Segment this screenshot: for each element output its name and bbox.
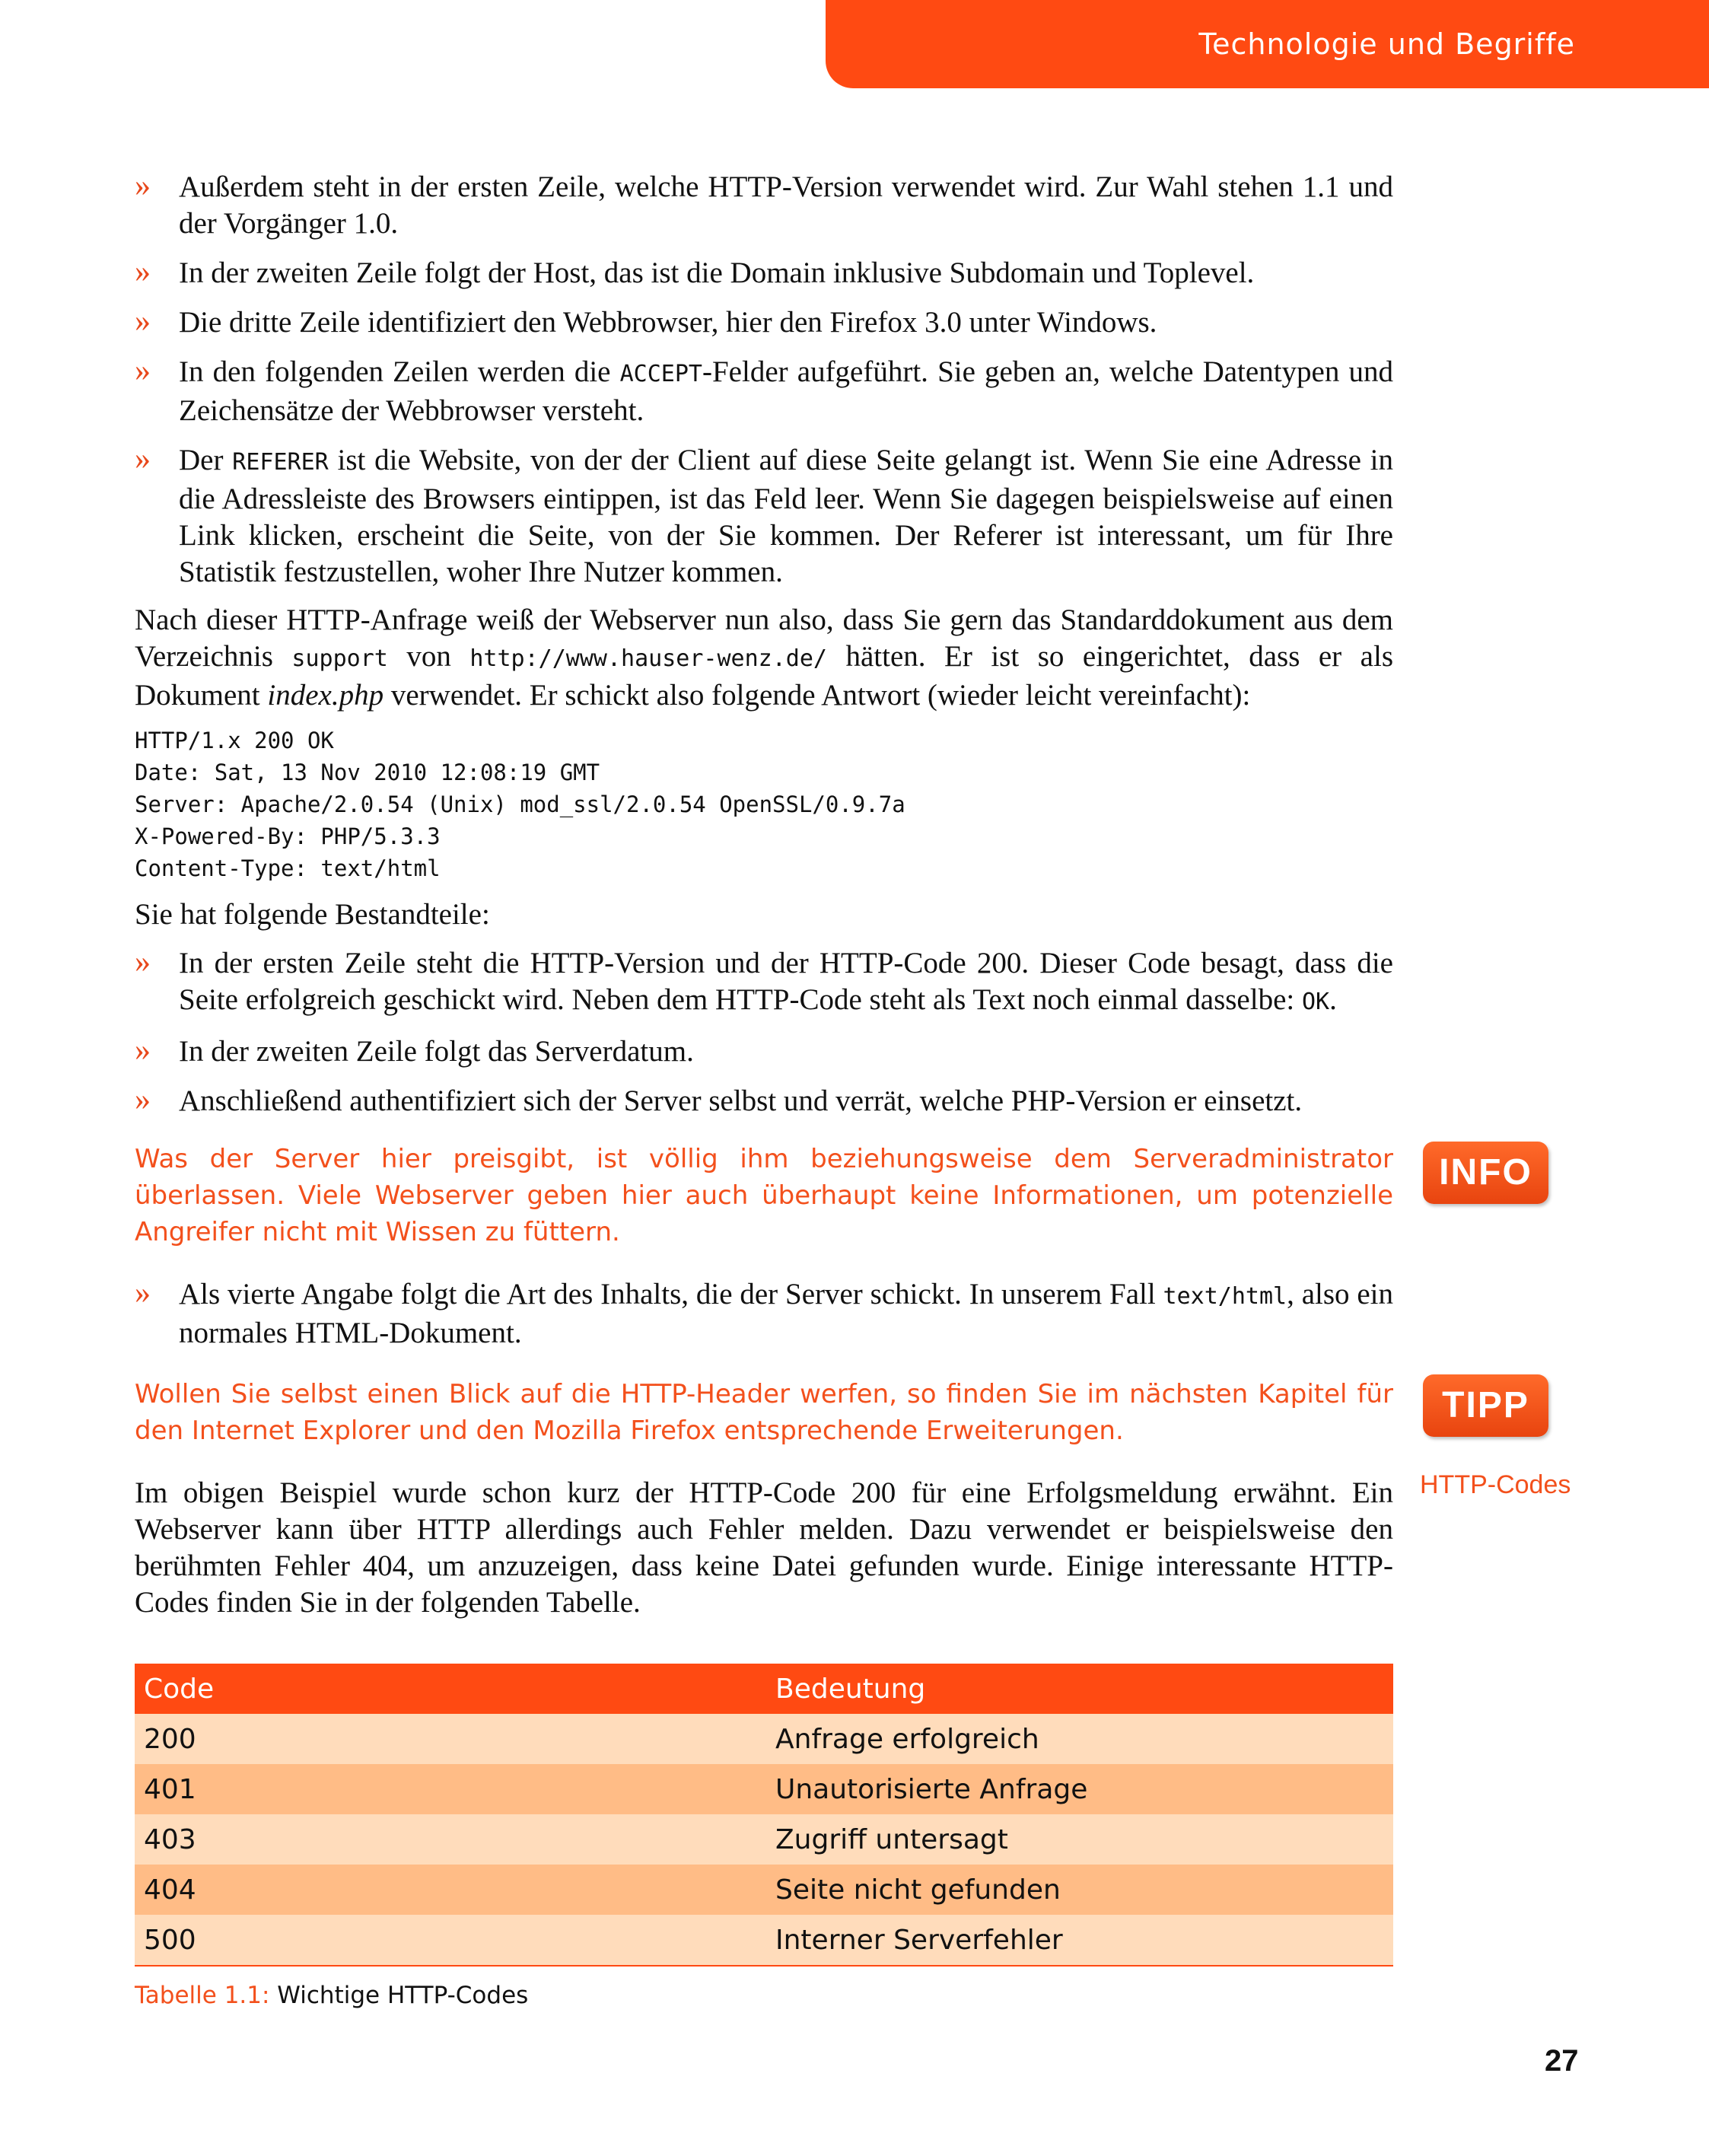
list-item: » In der ersten Zeile steht die HTTP-Version und der HTTP-Code 200. Dieser Code besagt, dass die Seite erfolgreich geschickt wird. Neben dem HTTP-Code steht als Text noch einmal dasselbe: OK. bbox=[135, 944, 1393, 1016]
bullet-icon: » bbox=[135, 168, 151, 203]
table-row: 200 Anfrage erfolgreich bbox=[135, 1714, 1393, 1764]
table-row: 403 Zugriff untersagt bbox=[135, 1814, 1393, 1865]
bullet-icon: » bbox=[135, 1082, 151, 1117]
bullet-list-1 bbox=[135, 169, 1393, 591]
bullet-icon: » bbox=[135, 304, 151, 339]
table-header-bedeutung: Bedeutung bbox=[766, 1664, 1393, 1714]
inline-code: REFERER bbox=[232, 449, 329, 476]
list-item: » Die dritte Zeile identifiziert den Webbrowser, hier den Firefox 3.0 unter Windows. bbox=[135, 304, 1157, 339]
page-content bbox=[135, 169, 1393, 2009]
table-row: 404 Seite nicht gefunden bbox=[135, 1865, 1393, 1915]
bullet-list-2 bbox=[135, 945, 1393, 1119]
bullet-icon: » bbox=[135, 1033, 151, 1068]
page-number: 27 bbox=[1545, 2044, 1579, 2078]
bullet-icon: » bbox=[135, 1275, 151, 1310]
paragraph-http-codes: Im obigen Beispiel wurde schon kurz der HTTP-Code 200 für eine Erfolgsmeldung erwähnt. Ein Webserver kann über HTTP allerdings auch Fehler melden. Dazu verwendet er beispielsweise den berühmten Fehler 404, um anzuzeigen, dass keine Datei gefunden wurde. Einige interessante HTTP-Codes finden Sie in der folgenden Tabelle. bbox=[135, 1476, 1393, 1619]
code-block: HTTP/1.x 200 OK Date: Sat, 13 Nov 2010 12:08:19 GMT Server: Apache/2.0.54 (Unix) mod_ssl/2.0.54 OpenSSL/0.9.7a X-Powered-By: PHP/5.3.3 Content-Type: text/html bbox=[135, 728, 905, 881]
table-row: 500 Interner Serverfehler bbox=[135, 1915, 1393, 1966]
bullet-icon: » bbox=[135, 944, 151, 979]
list-item: » In den folgenden Zeilen werden die ACCEPT-Felder aufgeführt. Sie geben an, welche Datentypen und Zeichensätze der Webbrowser versteht. bbox=[135, 353, 1393, 427]
list-item: » In der zweiten Zeile folgt der Host, das ist die Domain inklusive Subdomain und Toplevel. bbox=[135, 254, 1255, 289]
bullet-icon: » bbox=[135, 353, 151, 388]
info-note: Was der Server hier preisgibt, ist völlig ihm beziehungsweise dem Serveradministrator überlassen. Viele Webserver geben hier auch überhaupt keine Informationen, um potenzielle Angreifer nicht mit Wissen zu füttern. bbox=[135, 1144, 1393, 1247]
table-caption-label: Tabelle 1.1: bbox=[135, 1982, 270, 2009]
header-tab bbox=[826, 0, 1709, 88]
list-item: » Anschließend authentifiziert sich der Server selbst und verrät, welche PHP-Version er einsetzt. bbox=[135, 1082, 1303, 1117]
list-item: » In der zweiten Zeile folgt das Serverdatum. bbox=[135, 1033, 694, 1068]
list-item: » Außerdem steht in der ersten Zeile, welche HTTP-Version verwendet wird. Zur Wahl stehen 1.1 und der Vorgänger 1.0. bbox=[135, 168, 1393, 240]
paragraph-components: Sie hat folgende Bestandteile: bbox=[135, 898, 490, 931]
http-codes-table bbox=[135, 1664, 1393, 1967]
bullet-icon: » bbox=[135, 441, 151, 476]
table-row: 401 Unautorisierte Anfrage bbox=[135, 1764, 1393, 1814]
filename: index.php bbox=[267, 679, 384, 712]
table-header-row bbox=[135, 1664, 1393, 1714]
list-item: » Als vierte Angabe folgt die Art des Inhalts, die der Server schickt. In unserem Fall text/html, also ein normales HTML-Dokument. bbox=[135, 1275, 1394, 1349]
table-header-code: Code bbox=[135, 1664, 766, 1714]
inline-code: ACCEPT bbox=[619, 361, 702, 387]
list-item: » Der REFERER ist die Website, von der der Client auf diese Seite gelangt ist. Wenn Sie eine Adresse in die Adressleiste des Browsers eintippen, ist das Feld leer. Wenn Sie dagegen beispielsweise auf einen Link klicken, erscheint die Seite, von der Sie kommen. Der Referer ist interessant, um für Ihre Statistik festzustellen, woher Ihre Nutzer kommen. bbox=[135, 441, 1394, 588]
bullet-icon: » bbox=[135, 254, 151, 289]
tipp-badge-icon: TIPP bbox=[1423, 1374, 1548, 1437]
tipp-note: Wollen Sie selbst einen Blick auf die HTTP-Header werfen, so finden Sie im nächsten Kapitel für den Internet Explorer und den Mozilla Firefox entsprechende Erweiterungen. bbox=[135, 1379, 1393, 1446]
margin-label-http-codes: HTTP-Codes bbox=[1420, 1470, 1571, 1499]
running-header-title: Technologie und Begriffe bbox=[1198, 27, 1575, 61]
inline-code: http://www.hauser-wenz.de/ bbox=[469, 645, 827, 672]
inline-code: text/html bbox=[1163, 1283, 1287, 1310]
paragraph-http-request: Nach dieser HTTP-Anfrage weiß der Webserver nun also, dass Sie gern das Standarddokument aus dem Verzeichnis support von http://www.hauser-wenz.de/ hätten. Er ist so eingerichtet, dass er als Dokument index.php verwendet. Er schickt also folgende Antwort (wieder leicht vereinfacht): bbox=[135, 603, 1393, 712]
inline-code: support bbox=[291, 645, 388, 672]
table-caption bbox=[135, 1982, 1393, 2009]
info-badge-icon: INFO bbox=[1423, 1142, 1548, 1204]
inline-code: OK bbox=[1301, 989, 1330, 1015]
table-caption-text: Wichtige HTTP-Codes bbox=[269, 1982, 529, 2009]
bullet-list-3 bbox=[135, 1276, 1393, 1352]
